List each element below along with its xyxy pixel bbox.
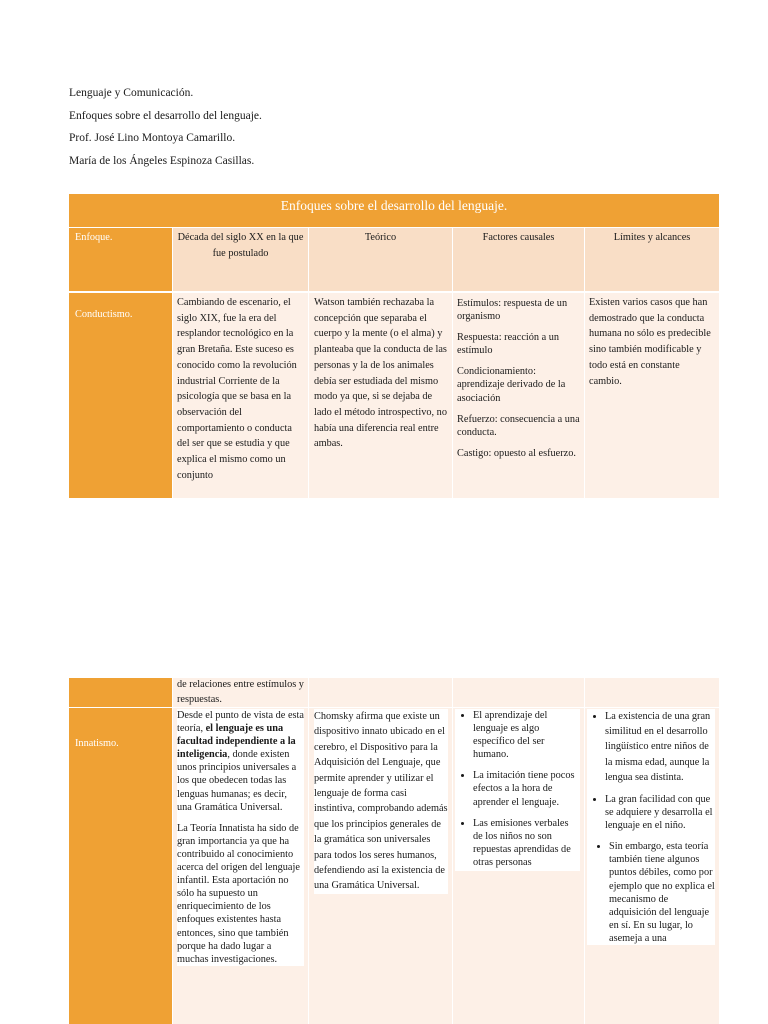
innatismo-decada — [173, 708, 308, 1024]
factor-refuerzo: Refuerzo: consecuencia a una conducta. — [457, 413, 580, 438]
list-item: • La existencia de una gran similitud en el desarrollo lingüístico entre niños de la misma edad, aunque la lengua sea distinta. — [605, 709, 715, 785]
list-item: • El aprendizaje del lenguaje es algo específico del ser humano. — [473, 709, 580, 761]
row-conductismo — [69, 293, 719, 498]
row-innatismo — [69, 708, 719, 1024]
list-item: • La imitación tiene pocos efectos a la hora de aprender el lenguaje. — [473, 769, 580, 808]
header-enfoque: Enfoque. — [69, 228, 172, 291]
table-title: Enfoques sobre el desarrollo del lenguaje. — [280, 198, 508, 213]
approaches-table — [69, 194, 719, 498]
conductismo-factores — [453, 293, 584, 498]
conductismo-decada: Cambiando de escenario, el siglo XIX, fue la era del resplandor tecnológico en la gran Bretaña. Este suceso es conocido como la revolución industrial Corriente de la psicología que se basa en la observación del comportamiento o conducta del ser que se estudia y que explica el mismo como un conjunto — [173, 293, 308, 498]
innatismo-limites-list — [587, 709, 715, 832]
header-factores: Factores causales — [453, 228, 584, 291]
factor-estimulos: Estímulos: respuesta de un organismo — [457, 298, 568, 323]
row-conductismo-continued — [69, 678, 719, 707]
list-item: • La gran facilidad con que se adquiere y desarrolla el lenguaje en el niño. — [605, 793, 715, 832]
header-limites: Límites y alcances — [585, 228, 719, 291]
header-teorico: Teórico — [309, 228, 452, 291]
conductismo-decada-continued: de relaciones entre estímulos y respuestas. — [173, 678, 308, 707]
innatismo-limites — [585, 708, 719, 1024]
professor-name: Prof. José Lino Montoya Camarillo. — [69, 132, 236, 144]
innatismo-teorico-text: Chomsky afirma que existe un dispositivo innato ubicado en el cerebro, el Dispositivo para la Adquisición del Lenguaje, que permite aprender y utilizar el lenguaje de forma casi instintiva, comprobando además que los principios generales de la gramática son universales para todos los seres humanos, defendiendo así la existencia de una Gramática Universal. — [314, 709, 448, 894]
assignment-title: Enfoques sobre el desarrollo del lenguaje. — [69, 109, 262, 122]
conductismo-teorico: Watson también rechazaba la concepción que separaba el cuerpo y la mente (o el alma) y planteaba que la conducta de las personas y la de los animales debía ser estudiada del mismo modo ya que, si se dejaba de lado el método introspectivo, no había una diferencia real entre ambas. — [309, 293, 452, 498]
table-header-row — [69, 228, 719, 291]
innatismo-factores — [453, 708, 584, 1024]
conductismo-label: Conductismo. — [69, 293, 172, 498]
factor-castigo: Castigo: opuesto al esfuerzo. — [457, 447, 576, 459]
approaches-table-continued — [69, 678, 719, 1024]
table-title-row — [69, 194, 719, 227]
header-decada: Década del siglo XX en la que fue postulado — [173, 228, 308, 291]
innatismo-decada-p2: La Teoría Innatista ha sido de gran importancia ya que ha contribuido al conocimiento acerca del origen del lenguaje infantil. Esta aportación no sólo ha supuesto un enriquecimiento de los enfoques existentes hasta entonces, sino que también porque ha dado lugar a muchas investigaciones. — [177, 822, 300, 965]
list-item: • Las emisiones verbales de los niños no son repuestas aprendidas de otras personas — [473, 817, 580, 869]
empty-cell — [585, 678, 719, 707]
course-name: Lenguaje y Comunicación. — [69, 87, 194, 99]
empty-cell — [453, 678, 584, 707]
innatismo-factores-list — [455, 709, 580, 869]
conductismo-limites: Existen varios casos que han demostrado que la conducta humana no sólo es predecible sino también modificable y todo está en constante cambio. — [585, 293, 719, 498]
innatismo-teorico — [309, 708, 452, 1024]
factor-respuesta: Respuesta: reacción a un estímulo — [457, 332, 560, 357]
document-header — [69, 82, 262, 172]
empty-cell — [309, 678, 452, 707]
innatismo-label: Innatismo. — [69, 708, 172, 1024]
list-item: • Sin embargo, esta teoría también tiene algunos puntos débiles, como por ejemplo que no explica el mecanismo de adquisición del lenguaje en sí. En su lugar, lo asemeja a una — [609, 840, 715, 945]
student-name: María de los Ángeles Espinoza Casillas. — [69, 154, 255, 167]
factor-condicionamiento: Condicionamiento: aprendizaje derivado de la asociación — [457, 366, 566, 404]
innatismo-decada-p1: Desde el punto de vista de esta teoría, el lenguaje es una facultad independiente a la inteligencia, donde existen unos principios universales a los que obedecen todas las lenguas humanas; es decir, una Gramática Universal. — [177, 710, 304, 813]
innatismo-limites-sublist — [587, 840, 715, 945]
conductismo-label-continued — [69, 678, 172, 707]
